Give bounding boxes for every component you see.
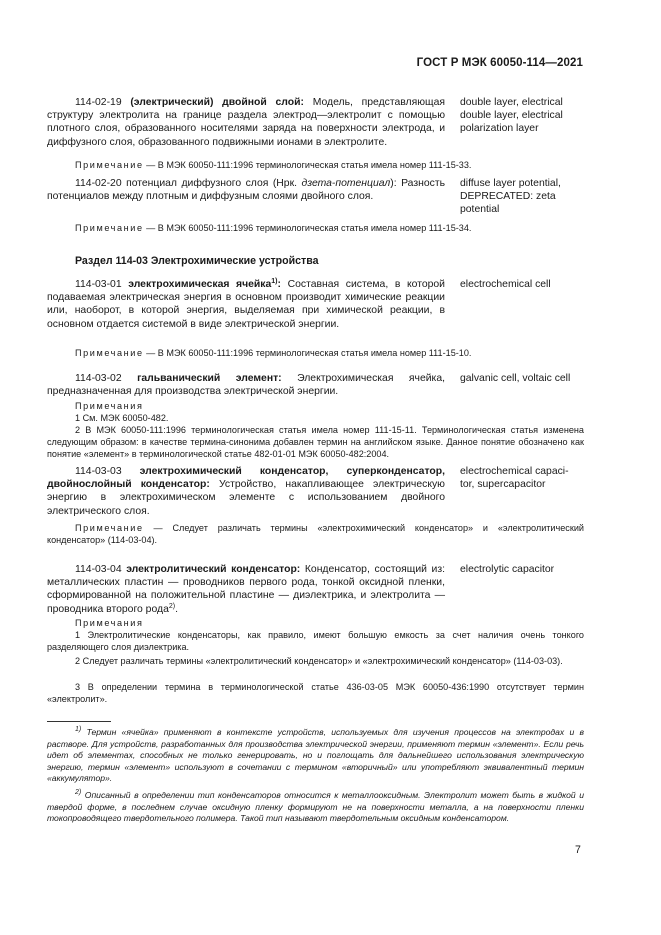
english-equivalent bbox=[460, 177, 588, 217]
term-number: 114-03-03 bbox=[75, 466, 140, 477]
footnote-2 bbox=[47, 790, 584, 825]
english-equivalent bbox=[460, 465, 588, 491]
section-heading: Раздел 114-03 Электрохимические устройства bbox=[75, 255, 319, 267]
note-text: — Следует различать термины «электрохимический конденсатор» и «электролитический конденсатор» (114-03-04). bbox=[47, 523, 584, 545]
english-term: DEPRECATED: zeta bbox=[460, 191, 556, 203]
term-definition bbox=[47, 278, 445, 331]
term-note bbox=[75, 160, 471, 172]
footnote-text: Описанный в определении тип конденсаторов относится к металлооксидным. Электролит может быть в жидкой и твердой форме, в последнем случае оксидную пленку формируют не на поверхности металла, а на поверхности пленки токопроводящего твердотельного полимера. Такой тип называют твердотельным оксидным конденсатором. bbox=[47, 790, 584, 824]
definition-end: . bbox=[175, 603, 178, 615]
note-text: — В МЭК 60050-111:1996 терминологическая статья имела номер 111-15-34. bbox=[143, 223, 472, 233]
definition-text: Электрохимическая ячейка, предназначенная для производства электрической энергии. bbox=[47, 373, 445, 398]
term-name: электрохимический конденсатор, суперконденсатор, двойнослойный конденсатор: bbox=[47, 466, 445, 491]
term-number: 114-03-04 bbox=[75, 564, 127, 575]
term-text: электрохимическая ячейка bbox=[128, 279, 272, 290]
term-name: электролитический конденсатор: bbox=[126, 564, 301, 575]
english-term: diffuse layer potential, bbox=[460, 178, 561, 189]
term-name: (электрический) двойной слой: bbox=[130, 97, 304, 108]
english-equivalent bbox=[460, 96, 588, 136]
english-term: potential bbox=[460, 204, 500, 216]
deprecated-term: дзета-потенциал bbox=[301, 178, 391, 189]
notes-label: Примечания bbox=[75, 618, 144, 628]
english-term: double layer, electrical bbox=[460, 97, 563, 108]
note-label: Примечание bbox=[75, 523, 144, 533]
term-number: 114-03-02 bbox=[75, 373, 138, 384]
english-term: electrochemical capaci- bbox=[460, 466, 569, 477]
note-text: — В МЭК 60050-111:1996 терминологическая статья имела номер 111-15-10. bbox=[143, 348, 472, 358]
note-text: — В МЭК 60050-111:1996 терминологическая статья имела номер 111-15-33. bbox=[143, 160, 472, 170]
definition-text: ): Разность потенциалов между плотным и диффузным слоями двойного слоя. bbox=[47, 178, 445, 203]
note-item: 3 В определении термина в терминологической статье 436-03-05 МЭК 60050-436:1990 отсутствует термин «электролит». bbox=[47, 682, 584, 704]
term-definition bbox=[47, 372, 445, 398]
note-label: Примечание bbox=[75, 160, 144, 170]
english-equivalent: galvanic cell, voltaic cell bbox=[460, 373, 571, 384]
term-name: гальванический элемент: bbox=[137, 373, 282, 384]
term-colon: : bbox=[277, 279, 281, 290]
footnote-1 bbox=[47, 727, 584, 785]
term-note bbox=[75, 223, 471, 235]
english-equivalent: electrolytic capacitor bbox=[460, 564, 555, 575]
document-header: ГОСТ Р МЭК 60050-114—2021 bbox=[416, 57, 583, 69]
term-definition bbox=[47, 465, 445, 518]
footnote-text: Термин «ячейка» применяют в контексте устройств, используемых для изучения процессов на электродах и в растворе. Для устройств, разработанных для производства электрической энергии, применяют термин «элемент». Если речь идет об элементах, способных не только генерировать, но и поглощать для дальнейшего использования электрическую энергию, термин «элемент» используют в сочетании с термином «вторичный» или употребляют эквивалентный термин «аккумулятор». bbox=[47, 727, 584, 784]
definition-text: Модель, представляющая структуру электролита на границе раздела электрод—электролит с помощью плотного слоя, образованного носителями заряда на поверхности электрода, и диффузного слоя, образованного подвижными ионами в электролите. bbox=[47, 97, 445, 148]
term-note bbox=[47, 523, 584, 547]
term-text: 114-02-20 потенциал диффузного слоя (Нрк. bbox=[75, 178, 302, 189]
term-definition bbox=[47, 177, 445, 203]
definition-text: Устройство, накапливающее электрическую энергию в электрохимическом элементе с использованием двойного электрического слоя. bbox=[47, 479, 445, 517]
term-number: 114-03-01 bbox=[75, 279, 129, 290]
page-number: 7 bbox=[575, 844, 581, 856]
note-label: Примечание bbox=[75, 223, 144, 233]
english-term: polarization layer bbox=[460, 123, 539, 135]
footnote-ref: 2) bbox=[168, 602, 176, 610]
term-number: 114-02-19 bbox=[75, 97, 131, 108]
english-term: double layer, electrical bbox=[460, 110, 563, 122]
footnote-ref: 1) bbox=[271, 278, 278, 285]
english-term: tor, supercapacitor bbox=[460, 479, 546, 491]
footnote-mark: 1) bbox=[75, 726, 82, 733]
note-item: 2 Следует различать термины «электролитический конденсатор» и «электрохимический конденсатор» (114-03-03). bbox=[75, 656, 563, 666]
note-label: Примечание bbox=[75, 348, 144, 358]
footnote-separator bbox=[47, 721, 111, 722]
note-item: 1 Электролитические конденсаторы, как правило, имеют большую емкость за счет наличия очень тонкого разделяющего слоя диэлектрика. bbox=[47, 630, 584, 652]
term-note bbox=[75, 348, 471, 360]
definition-text: Конденсатор, состоящий из: металлических пластин — проводников первого рода, тонкой оксидной пленки, сформированной на положительной пластине — диэлектрика, и электролита — проводника второго рода bbox=[47, 564, 445, 615]
english-equivalent: electrochemical cell bbox=[460, 279, 551, 290]
term-definition bbox=[47, 563, 445, 616]
notes-label: Примечания bbox=[75, 401, 144, 411]
note-item: 1 См. МЭК 60050-482. bbox=[75, 413, 169, 423]
footnote-mark: 2) bbox=[75, 789, 82, 796]
note-item: 2 В МЭК 60050-111:1996 терминологическая статья имела номер 111-15-11. Терминологическая статья изменена следующим образом: в качестве термина-синонима добавлен термин на английском языке. Данное понятие обозначено как понятие «элемент» в терминологической статье 482-01-01 МЭК 60050-482:2004. bbox=[47, 425, 584, 459]
term-definition bbox=[47, 96, 445, 149]
term-name bbox=[128, 279, 281, 290]
definition-text: Составная система, в которой подаваемая электрическая энергия в основном производит химические реакции или, наоборот, в которой энергия, выделяемая при химической реакции, в основном отдается системой в виде электрической энергии. bbox=[47, 279, 445, 330]
